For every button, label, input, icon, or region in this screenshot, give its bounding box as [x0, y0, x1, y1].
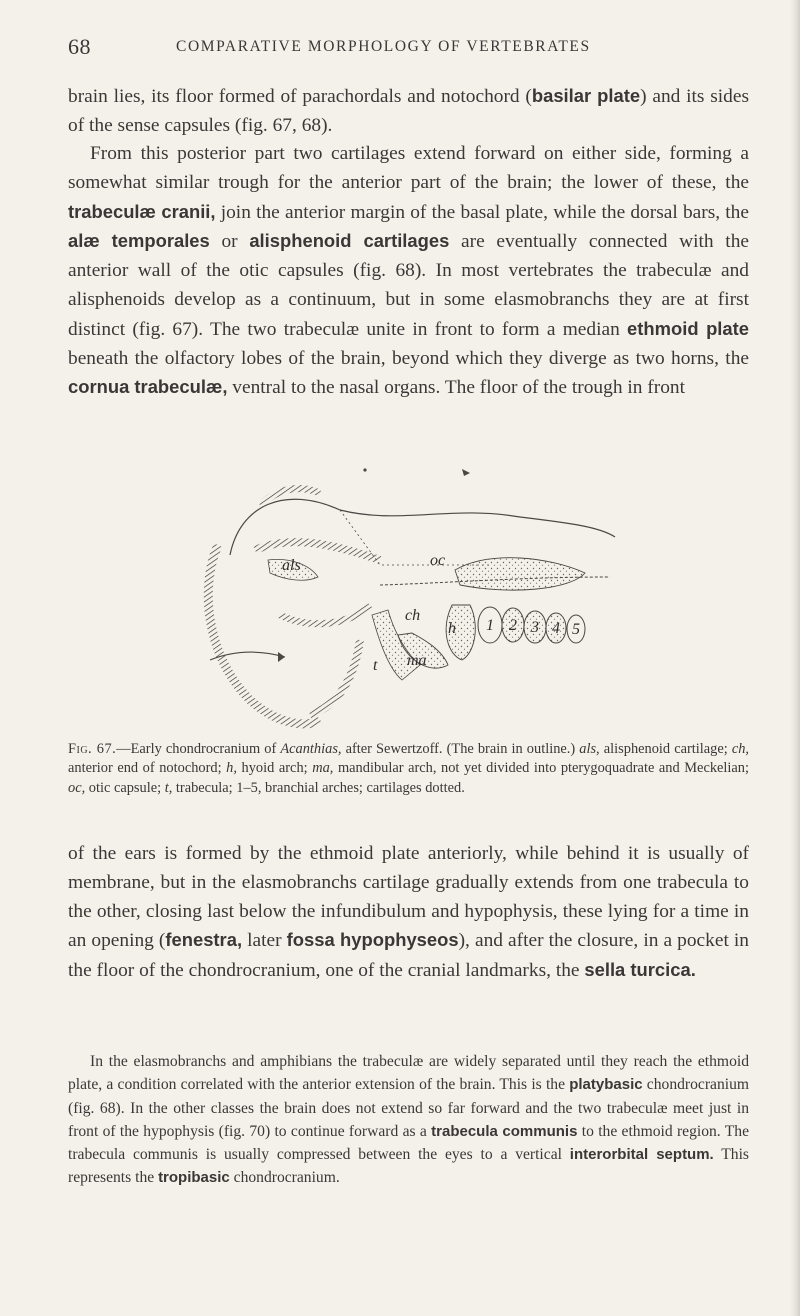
para3-text-3: ), and after the closure, in a pocket in the floor of the chondrocranium, one of the cranial landmarks, the — [68, 930, 749, 982]
caption-text-1: Early chondrocranium of — [130, 741, 281, 757]
para4-text-5: chondrocranium. — [229, 1169, 340, 1187]
chondrocranium-drawing — [190, 465, 630, 735]
term-trabeculae-cranii: trabeculæ cranii, — [68, 200, 216, 222]
dot-mark-left — [363, 468, 366, 471]
para2-text-5: beneath the olfactory lobes of the brain, beyond which they diverge as two horns, the — [68, 347, 749, 369]
term-fossa-hypophyseos: fossa hypophyseos — [286, 929, 459, 951]
label-oc: oc — [430, 552, 446, 569]
upper-hatched-band — [255, 542, 380, 560]
label-arch-1: 1 — [486, 617, 494, 634]
para1-text-2: ) and its sides of the sense capsules (fig. 67, 68). — [68, 86, 749, 136]
caption-genus: Acanthias, — [280, 741, 342, 757]
caption-abbr-ma: ma, — [312, 760, 334, 777]
page-edge-shadow — [790, 0, 800, 1316]
para3-text-2: later — [242, 930, 287, 952]
para2-text-4: are eventually connected with the anterior wall of the otic capsules (fig. 68). In most vertebrates the trabeculæ and alisphenoids develop as a continuum, but in some elasmobranchs they are at first distinct (fig. 67). The two trabeculæ unite in front to form a median — [68, 231, 749, 340]
otic-capsule — [455, 558, 585, 590]
arrow-mark-right — [462, 469, 470, 476]
figure-caption — [68, 740, 749, 798]
caption-text-2: after Sewertzoff. (The brain in outline.) — [341, 741, 580, 757]
label-arch-2: 2 — [509, 617, 517, 634]
para3-text-1: of the ears is formed by the ethmoid plate anteriorly, while behind it is usually of membrane, but in the elasmobranchs cartilage gradually extends from one trabecula to the other, closing last below the infundibulum and hypophysis, these lying for a time in an opening ( — [68, 843, 749, 952]
para4-text-1: In the elasmobranchs and amphibians the trabeculæ are widely separated until they reach the ethmoid plate, a condition correlated with the anterior extension of the brain. This is the — [68, 1053, 749, 1094]
label-arch-4: 4 — [552, 620, 560, 637]
running-head: COMPARATIVE MORPHOLOGY OF VERTEBRATES — [176, 38, 591, 55]
para4-text-3: to the ethmoid region. The trabecula communis is usually compressed between the eyes to a vertical — [68, 1122, 749, 1164]
caption-abbr-ch: ch, — [731, 741, 750, 757]
para2-text-6: ventral to the nasal organs. The floor of the trough in front — [227, 377, 685, 399]
label-h: h — [448, 620, 456, 637]
caption-abbr-als: als, — [579, 741, 600, 757]
snout-tip — [278, 652, 285, 662]
caption-text-7: otic capsule; — [85, 779, 165, 796]
paragraph-1 — [68, 82, 749, 141]
caption-abbr-oc: oc, — [68, 779, 86, 796]
term-fenestra: fenestra, — [165, 929, 243, 951]
term-trabecula-communis: trabecula communis — [431, 1122, 578, 1140]
label-ch: ch — [405, 607, 421, 624]
term-alae-temporales: alæ temporales — [68, 230, 210, 252]
page-header — [68, 34, 748, 64]
caption-text-4: anterior end of notochord; — [68, 760, 227, 777]
head-roof-hatched — [260, 489, 320, 505]
para4-text-2: chondrocranium (fig. 68). In the other classes the brain does not extend so far forward and the two trabeculæ meet just in front of the hypophysis (fig. 70) to continue forward as a — [68, 1076, 749, 1140]
label-arch-3: 3 — [531, 619, 539, 636]
caption-fig-label: Fig. 67. — [68, 741, 117, 757]
term-alisphenoid-cartilages: alisphenoid cartilages — [249, 230, 450, 252]
para1-text-1: brain lies, its floor formed of parachordals and notochord ( — [68, 86, 532, 107]
label-arch-5: 5 — [572, 621, 580, 638]
label-als: als — [282, 557, 301, 574]
caption-dash: — — [116, 741, 131, 757]
para2-text-3: or — [209, 231, 250, 253]
caption-abbr-h: h, — [226, 760, 237, 777]
brain-outline — [230, 499, 615, 555]
lower-hatched-band — [280, 605, 370, 624]
caption-text-8: trabecula; 1–5, branchial arches; cartilages dotted. — [172, 779, 465, 796]
caption-abbr-t: t, — [164, 779, 173, 796]
caption-text-6: mandibular arch, not yet divided into pterygoquadrate and Meckelian; — [333, 760, 749, 777]
paragraph-4 — [68, 1050, 749, 1190]
term-basilar-plate: basilar plate — [531, 85, 641, 106]
caption-text-3: alisphenoid cartilage; — [599, 741, 732, 757]
page-number: 68 — [68, 34, 91, 59]
paragraph-2 — [68, 140, 749, 403]
paragraph-3 — [68, 840, 749, 986]
term-cornua-trabeculae: cornua trabeculæ, — [68, 376, 228, 398]
term-ethmoid-plate: ethmoid plate — [627, 317, 749, 339]
para2-text-2: join the anterior margin of the basal plate, while the dorsal bars, the — [215, 201, 749, 223]
mandibular-hatched — [310, 640, 360, 715]
term-tropibasic: tropibasic — [158, 1169, 230, 1187]
term-interorbital-septum: interorbital septum. — [569, 1146, 714, 1164]
caption-text-5: hyoid arch; — [236, 760, 313, 777]
figure-67-chondrocranium — [190, 465, 630, 735]
term-sella-turcica: sella turcica. — [584, 959, 696, 981]
label-t: t — [373, 657, 378, 674]
term-platybasic: platybasic — [569, 1076, 643, 1094]
para2-text-1: From this posterior part two cartilages extend forward on either side, forming a somewhat similar trough for the anterior part of the brain; the lower of these, the — [68, 143, 749, 193]
para4-text-4: This represents the — [68, 1146, 750, 1187]
label-ma: ma — [407, 652, 427, 669]
